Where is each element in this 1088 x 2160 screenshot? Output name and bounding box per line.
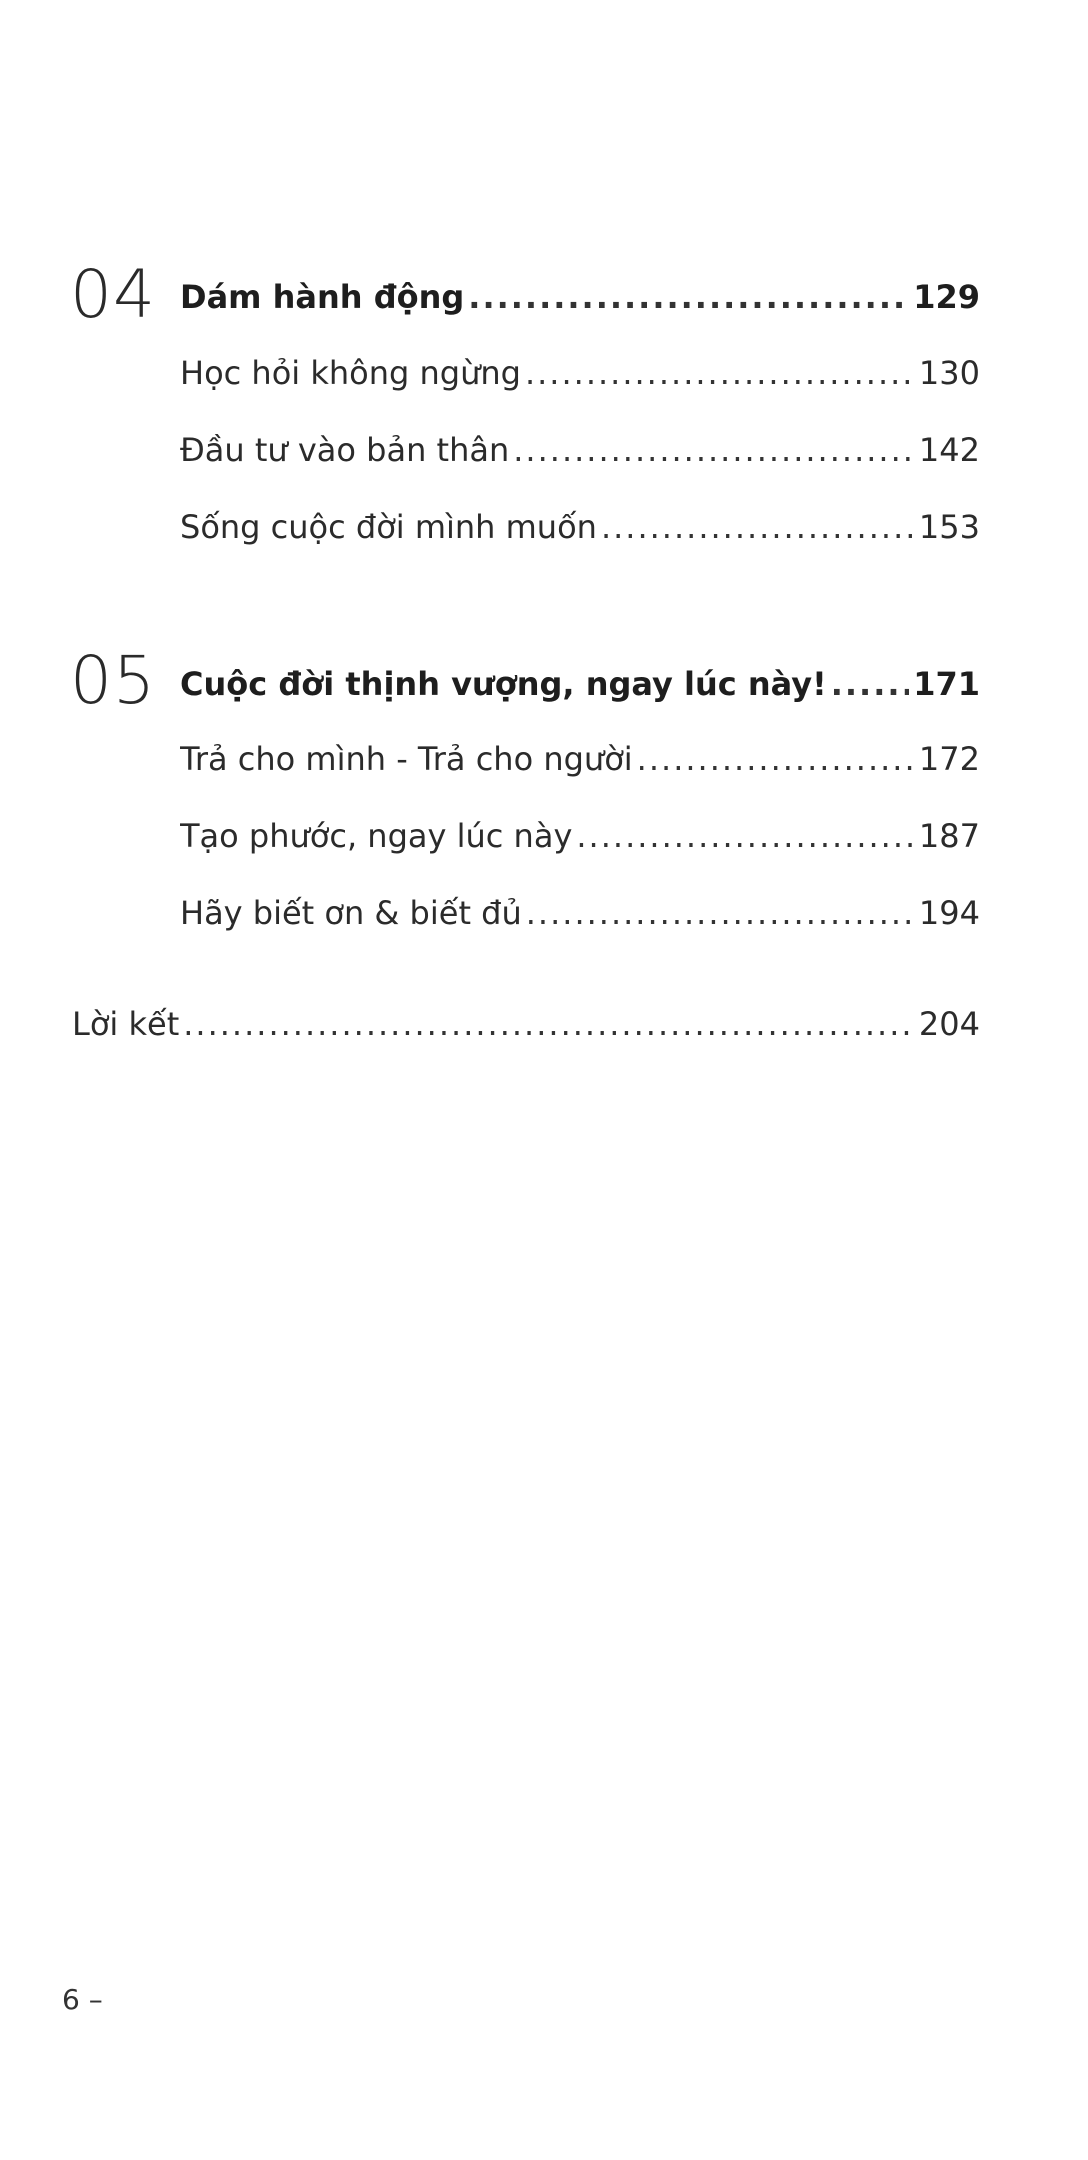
- section-page: 172: [918, 740, 980, 778]
- section-page: 130: [918, 354, 980, 392]
- section-entry[interactable]: [180, 508, 980, 546]
- section-title: Học hỏi không ngừng: [180, 354, 521, 392]
- closing-entry[interactable]: [72, 1005, 980, 1043]
- page-number: 6 –: [62, 1983, 103, 2016]
- chapter-number: 05: [70, 642, 156, 719]
- section-entry[interactable]: [180, 431, 980, 469]
- chapter-title: Dám hành động: [180, 278, 465, 316]
- leader-dots: [637, 740, 915, 778]
- section-title: Tạo phước, ngay lúc này: [180, 817, 573, 855]
- leader-dots: [513, 431, 915, 469]
- chapter-page: 171: [913, 665, 980, 703]
- chapter-title: Cuộc đời thịnh vượng, ngay lúc này!: [180, 665, 827, 703]
- chapter-entry[interactable]: [180, 665, 980, 703]
- leader-dots: [525, 354, 915, 392]
- leader-dots: [831, 665, 909, 703]
- section-entry[interactable]: [180, 740, 980, 778]
- chapter-entry[interactable]: [180, 278, 980, 316]
- leader-dots: [576, 817, 915, 855]
- section-title: Hãy biết ơn & biết đủ: [180, 894, 522, 932]
- leader-dots: [468, 278, 909, 316]
- chapter-page: 129: [913, 278, 980, 316]
- chapter-number: 04: [70, 256, 156, 333]
- section-entry[interactable]: [180, 894, 980, 932]
- section-entry[interactable]: [180, 354, 980, 392]
- closing-title: Lời kết: [72, 1005, 180, 1043]
- section-page: 142: [918, 431, 980, 469]
- leader-dots: [526, 894, 915, 932]
- section-page: 153: [918, 508, 980, 546]
- section-entry[interactable]: [180, 817, 980, 855]
- section-page: 187: [918, 817, 980, 855]
- leader-dots: [183, 1005, 915, 1043]
- section-title: Sống cuộc đời mình muốn: [180, 508, 597, 546]
- section-title: Đầu tư vào bản thân: [180, 431, 510, 469]
- closing-page: 204: [918, 1005, 980, 1043]
- leader-dots: [601, 508, 915, 546]
- section-title: Trả cho mình - Trả cho người: [180, 740, 633, 778]
- section-page: 194: [918, 894, 980, 932]
